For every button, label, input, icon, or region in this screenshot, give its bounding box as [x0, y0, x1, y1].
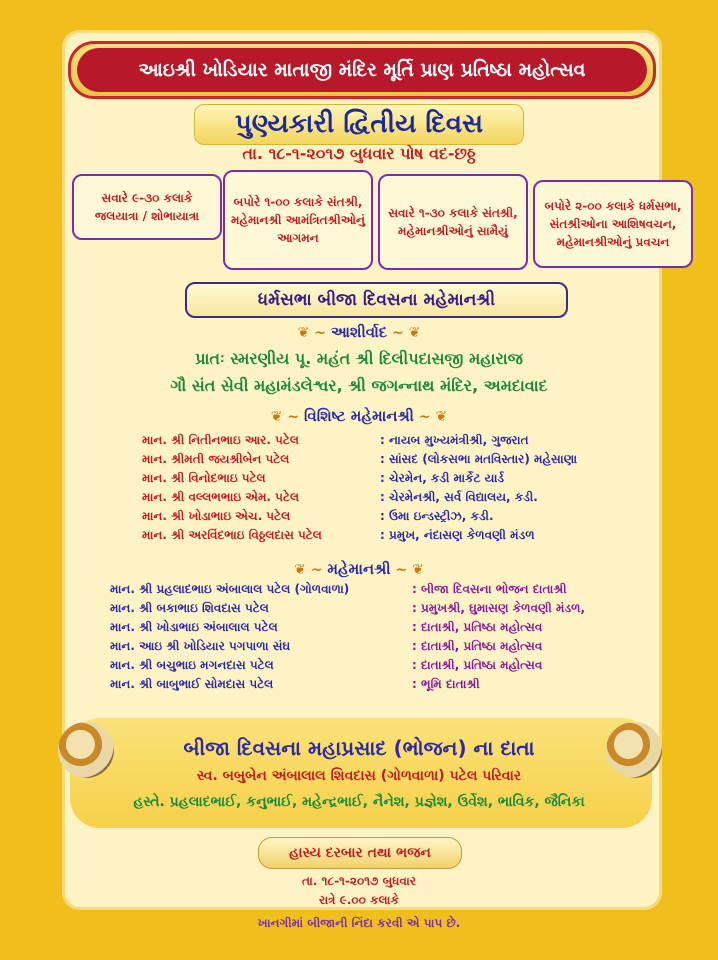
- guest-name: માન. શ્રી બકાભાઇ શિવદાસ પટેલ: [110, 601, 269, 615]
- guest-row: [142, 526, 577, 545]
- schedule-box: બપોરે ૧-૦૦ કલાકે સંતશ્રી, મહેમાનશ્રી આમંત્રિતશ્રીઓનું આગમન: [223, 170, 373, 270]
- date-line: તા. ૧૮-૧-૨૦૧૭ બુધવાર પોષ વદ-છઠ્ઠ: [242, 144, 476, 163]
- guest-role: : દાતાશ્રી, પ્રતિષ્ઠા મહોત્સવ: [412, 620, 543, 634]
- meal-family: હસ્તે. પ્રહલાદભાઈ, કનુભાઈ, મહેન્દ્રભાઈ, નૈનેશ, પ્રજ્ઞેશ, ઉર્વેશ, ભાવિક, જૈનિકા: [133, 794, 585, 810]
- event-title: આઇશ્રી ખોડિયાર માતાજી મંદિર મૂર્તિ પ્રાણ પ્રતિષ્ઠા મહોત્સવ: [77, 48, 647, 92]
- guest-name: માન. શ્રી ખોડાભાઇ એચ. પટેલ: [142, 509, 291, 523]
- swirl-left-icon: ❦ ~: [294, 562, 328, 578]
- swirl-right-icon: ~ ❦: [390, 562, 424, 578]
- guest-name: માન. શ્રી બાબુભાઈ સોમદાસ પટેલ: [110, 677, 274, 691]
- guest-row: [110, 580, 585, 599]
- guest-role: : દાતાશ્રી, પ્રતિષ્ઠા મહોત્સવ: [412, 639, 543, 653]
- title-banner: [68, 41, 656, 99]
- special-heading-row: [0, 407, 718, 425]
- blessing-heading-row: [0, 323, 718, 341]
- blessing-heading: આશીર્વાદ: [330, 323, 388, 341]
- guests-list: [110, 580, 585, 694]
- guest-role: : બીજા દિવસના ભોજન દાતાશ્રી: [412, 582, 567, 596]
- guest-row: [110, 656, 585, 675]
- guest-row: [110, 599, 585, 618]
- guest-name: માન. શ્રી અરવિંદભાઇ વિઠ્ઠલદાસ પટેલ: [142, 528, 322, 542]
- guest-role: : પ્રમુખ, નંદાસણ કેળવણી મંડળ: [380, 528, 535, 542]
- guest-name: માન. શ્રી બચુભાઇ મગનદાસ પટેલ: [110, 658, 274, 672]
- schedule-box: બપોરે ૨-૦૦ કલાકે ધર્મસભા, સંતશ્રીઓના આશિષવચન, મહેમાનશ્રીઓનું પ્રવચન: [533, 180, 693, 268]
- special-heading: વિશિષ્ટ મહેમાનશ્રી: [304, 407, 414, 425]
- guest-role: : ચેરમેન, કડી માર્કેટ યાર્ડ: [380, 471, 505, 485]
- guest-row: [142, 431, 577, 450]
- guest-name: માન. શ્રી વિનોદભાઇ પટેલ: [142, 471, 266, 485]
- guest-name: માન. શ્રીમતી જયશ્રીબેન પટેલ: [142, 452, 290, 466]
- guests2-heading-row: [0, 560, 718, 578]
- guest-role: : દાતાશ્રી, પ્રતિષ્ઠા મહોત્સવ: [412, 658, 543, 672]
- schedule-box: સવારે ૧-૩૦ કલાકે સંતશ્રી, મહેમાનશ્રીઓનું સામૈયું: [378, 174, 528, 270]
- guest-row: [142, 488, 577, 507]
- blessing-line-2: ગૌ સંત સેવી મહામંડલેશ્વર, શ્રી જગન્નાથ મંદિર, અમદાવાદ: [170, 376, 548, 395]
- guest-name: માન. આઇ શ્રી ખોડિયાર પગપાળા સંઘ: [110, 639, 291, 653]
- guest-row: [142, 450, 577, 469]
- meal-title: બીજા દિવસના મહાપ્રસાદ (ભોજન) ના દાતા: [183, 736, 535, 760]
- guest-name: માન. શ્રી નિતીનભાઇ આર. પટેલ: [142, 433, 299, 447]
- guest-name: માન. શ્રી ખોડાભાઇ અંબાલાલ પટેલ: [110, 620, 278, 634]
- guest-role: : ભૂમિ દાતાશ્રી: [412, 677, 480, 691]
- day-title-text: પુણ્યકારી દ્વિતીય દિવસ: [194, 104, 524, 145]
- guests-heading: ધર્મસભા બીજા દિવસના મહેમાનશ્રી: [185, 282, 568, 318]
- comedy-time: રાત્રે ૯.૦૦ કલાકે: [319, 893, 399, 907]
- comedy-badge: હાસ્ય દરબાર તથા ભજન: [258, 837, 462, 869]
- comedy-date: તા. ૧૮-૧-૨૦૧૭ બુધવાર: [301, 874, 417, 888]
- swirl-left-icon: ❦ ~: [297, 325, 331, 341]
- guest-role: : નાયબ મુખ્યમંત્રીશ્રી, ગુજરાત: [380, 433, 529, 447]
- guest-role: : સાંસદ (લોકસભા મતવિસ્તાર) મહેસાણા: [380, 452, 578, 466]
- swirl-right-icon: ~ ❦: [387, 325, 421, 341]
- guest-row: [110, 618, 585, 637]
- guest-row: [142, 507, 577, 526]
- guest-row: [110, 675, 585, 694]
- guest-name: માન. શ્રી પ્રહલાદભાઇ અંબાલાલ પટેલ (ગોળવાળા): [110, 582, 350, 596]
- guest-role: : પ્રમુખશ્રી, ઘુમાસણ કેળવણી મંડળ,: [412, 601, 586, 615]
- schedule-box: સવારે ૯-૩૦ કલાકે જલયાત્રા / શોભાયાત્રા: [72, 174, 222, 240]
- guest-row: [110, 637, 585, 656]
- swirl-right-icon: ~ ❦: [413, 409, 448, 425]
- meal-donor: સ્વ. બબુબેન અંબાલાલ શિવદાસ (ગોળવાળા) પટેલ પરિવાર: [196, 768, 522, 784]
- swirl-left-icon: ❦ ~: [270, 409, 305, 425]
- guest-role: : ઉમા ઇન્ડસ્ટ્રીઝ, કડી.: [380, 509, 494, 523]
- guest-role: : ચેરમેનશ્રી, સર્વ વિદ્યાલય, કડી.: [380, 490, 538, 504]
- day-title: [0, 104, 718, 145]
- special-guests-list: [142, 431, 577, 545]
- guest-row: [142, 469, 577, 488]
- blessing-line-1: પ્રાતઃ સ્મરણીય પૂ. મહંત શ્રી દિલીપદાસજી મહારાજ: [195, 349, 523, 368]
- guests2-heading: મહેમાનશ્રી: [327, 560, 391, 578]
- motto: ખાનગીમાં બીજાની નિંદા કરવી એ પાપ છે.: [257, 916, 461, 930]
- guest-name: માન. શ્રી વલ્લભભાઇ એમ. પટેલ: [142, 490, 300, 504]
